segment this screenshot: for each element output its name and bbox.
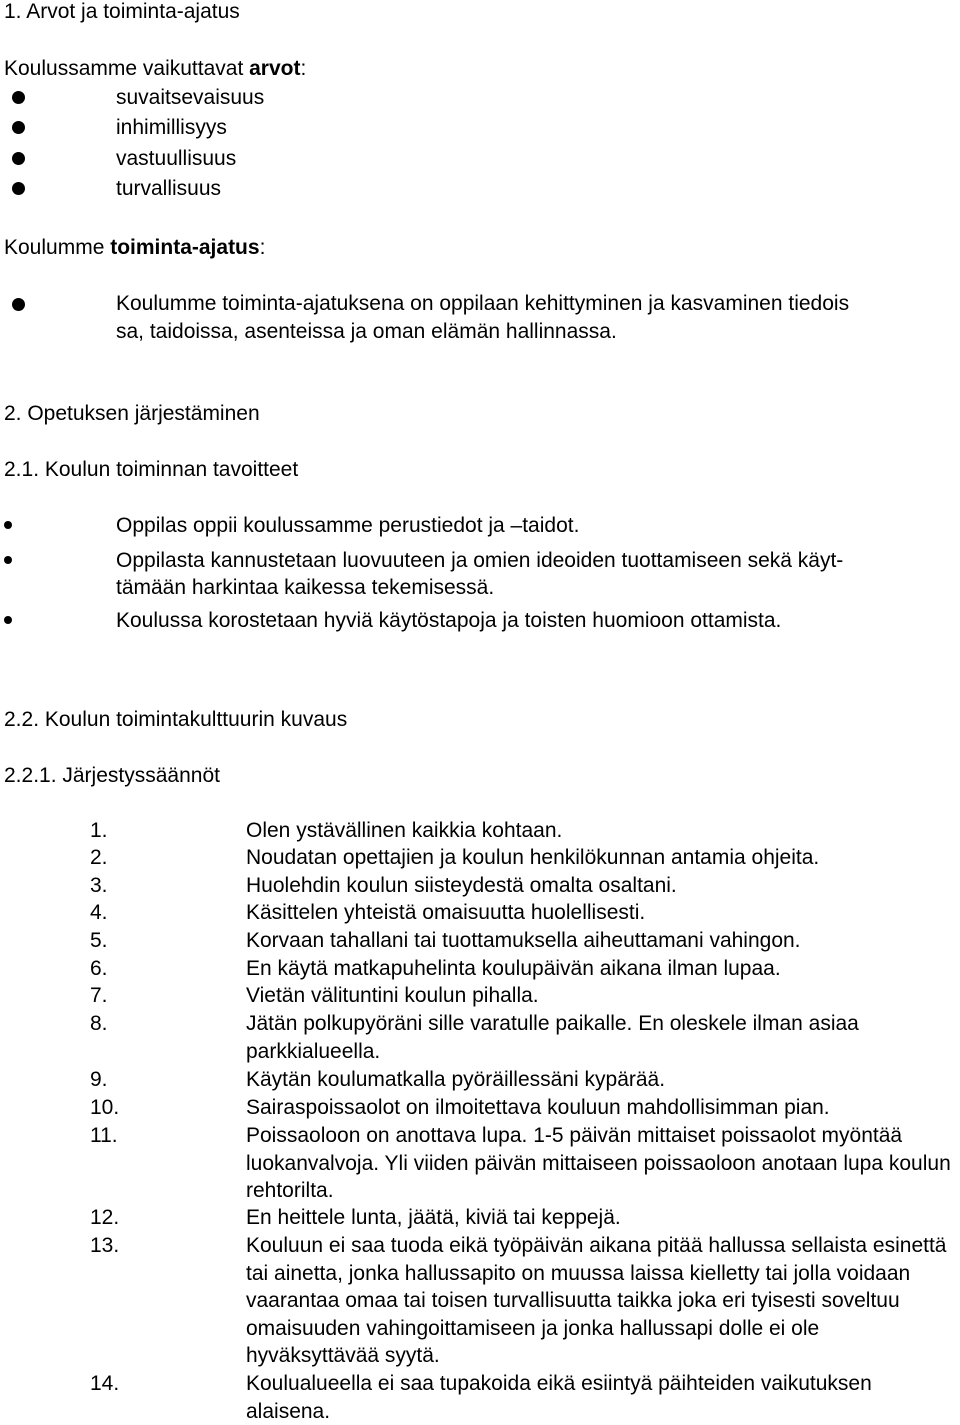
rule-text: Käsittelen yhteistä omaisuutta huolellisesti.	[246, 901, 646, 924]
rule-text: Poissaoloon on anottava lupa. 1-5 päivän mittaiset poissaolot myöntää luokanvalvoja. Yli viiden päivän mittaiseen poissaoloon anotaan lupa koulun rehtorilta.	[246, 1124, 951, 1202]
rule-text: Huolehdin koulun siisteydestä omalta osaltani.	[246, 874, 677, 897]
rule-text: Käytän koulumatkalla pyöräillessäni kypärää.	[246, 1068, 666, 1091]
values-intro-bold: arvot	[249, 57, 301, 80]
section2-title: 2. Opetuksen järjestäminen	[4, 402, 260, 425]
rule-number: 12.	[90, 1206, 120, 1229]
rule-number: 9.	[90, 1068, 108, 1091]
rule-text: Jätän polkupyöräni sille varatulle paikalle. En oleskele ilman asiaa parkkialueella.	[246, 1012, 859, 1063]
rule-text: Noudatan opettajien ja koulun henkilökunnan antamia ohjeita.	[246, 846, 820, 869]
values-intro-colon: :	[300, 57, 307, 80]
section1-title: 1. Arvot ja toiminta-ajatus	[4, 0, 240, 23]
bullet-icon	[12, 91, 25, 104]
rule-number: 14.	[90, 1372, 120, 1395]
bullet-icon	[12, 121, 25, 134]
subsection-2-1-title: 2.1. Koulun toiminnan tavoitteet	[4, 458, 299, 481]
goal-item: Koulussa korostetaan hyviä käytöstapoja ja toisten huomioon ottamista.	[116, 609, 782, 632]
goal-item-continued: tämään harkintaa kaikessa tekemisessä.	[116, 576, 495, 599]
value-item: turvallisuus	[116, 177, 222, 200]
goal-item: Oppilas oppii koulussamme perustiedot ja –taidot.	[116, 514, 580, 537]
mission-intro-colon: :	[259, 236, 266, 259]
rule-text: Korvaan tahallani tai tuottamuksella aiheuttamani vahingon.	[246, 929, 801, 952]
rule-text: En heittele lunta, jäätä, kiviä tai keppejä.	[246, 1206, 621, 1229]
bullet-icon	[12, 298, 25, 311]
mission-line-2: sa, taidoissa, asenteissa ja oman elämän hallinnassa.	[116, 320, 617, 343]
bullet-icon	[4, 521, 12, 529]
bullet-icon	[4, 616, 12, 624]
rule-number: 3.	[90, 874, 108, 897]
value-item: inhimillisyys	[116, 116, 227, 139]
bullet-icon	[12, 152, 25, 165]
mission-intro-text: Koulumme	[4, 236, 111, 259]
goal-item: Oppilasta kannustetaan luovuuteen ja omien ideoiden tuottamiseen sekä käyt-	[116, 549, 844, 572]
rule-number: 7.	[90, 984, 108, 1007]
bullet-icon	[4, 556, 12, 564]
rule-text: Koulualueella ei saa tupakoida eikä esiintyä päihteiden vaikutuksen alaisena.	[246, 1372, 872, 1423]
rule-text: Sairaspoissaolot on ilmoitettava kouluun mahdollisimman pian.	[246, 1096, 830, 1119]
rule-number: 1.	[90, 819, 108, 842]
rule-number: 8.	[90, 1012, 108, 1035]
values-intro-text: Koulussamme vaikuttavat	[4, 57, 250, 80]
rule-number: 10.	[90, 1096, 120, 1119]
rule-number: 4.	[90, 901, 108, 924]
rule-number: 6.	[90, 957, 108, 980]
rule-number: 2.	[90, 846, 108, 869]
bullet-icon	[12, 182, 25, 195]
rule-text: Vietän välituntini koulun pihalla.	[246, 984, 539, 1007]
rule-text: Kouluun ei saa tuoda eikä työpäivän aikana pitää hallussa sellaista esinettä tai ainetta, jonka hallussapito on muussa laissa kielletty tai jolla voidaan vaarantaa omaa tai toisen turvallisuutta taikka joka eri tyisesti soveltuu omaisuuden vahingoittamiseen ja jonka hallussapi dolle ei ole hyväksyttävää syytä.	[246, 1234, 947, 1367]
subsection-2-2-1-title: 2.2.1. Järjestyssäännöt	[4, 764, 220, 787]
mission-intro	[4, 234, 265, 262]
value-item: vastuullisuus	[116, 147, 237, 170]
values-intro	[4, 55, 306, 83]
rule-number: 11.	[90, 1124, 118, 1147]
rule-text: En käytä matkapuhelinta koulupäivän aikana ilman lupaa.	[246, 957, 781, 980]
subsection-2-2-title: 2.2. Koulun toimintakulttuurin kuvaus	[4, 708, 348, 731]
rule-number: 13.	[90, 1234, 120, 1257]
rule-text: Olen ystävällinen kaikkia kohtaan.	[246, 819, 563, 842]
rule-number: 5.	[90, 929, 108, 952]
mission-intro-bold: toiminta-ajatus	[110, 236, 260, 259]
value-item: suvaitsevaisuus	[116, 86, 265, 109]
mission-line-1: Koulumme toiminta-ajatuksena on oppilaan kehittyminen ja kasvaminen tiedois	[116, 292, 850, 315]
